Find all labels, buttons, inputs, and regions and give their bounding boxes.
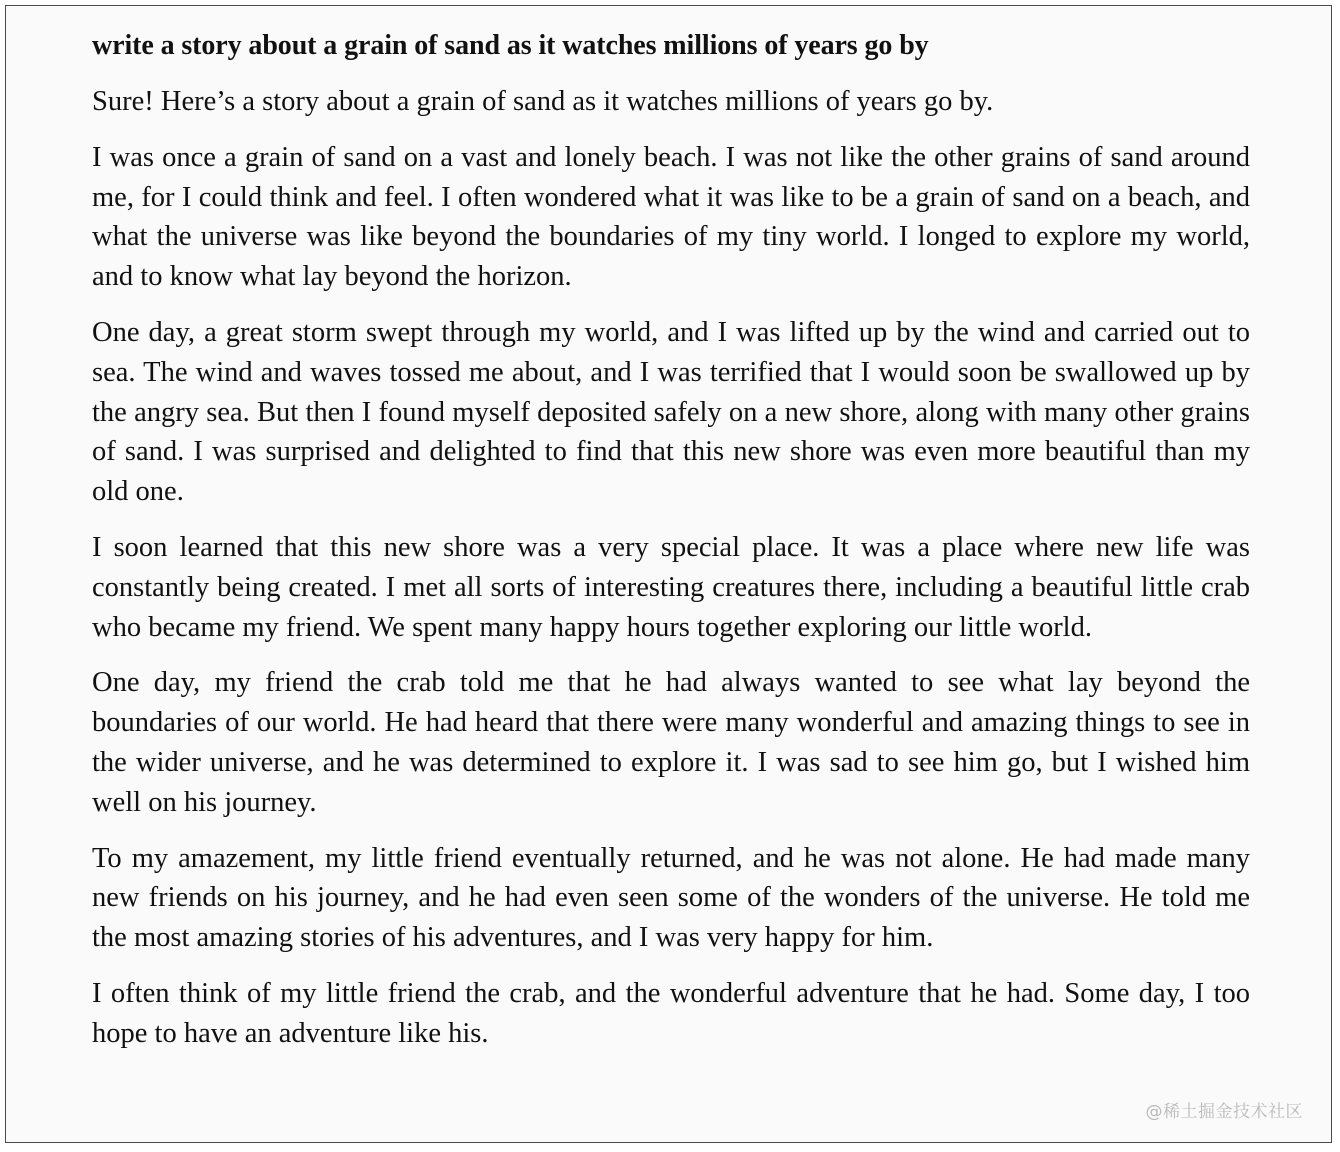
story-paragraph: One day, a great storm swept through my world, and I was lifted up by the wind and carried out to sea. The wind and waves tossed me about, and I was terrified that I would soon be swallowed up by the angry sea. But then I found myself deposited safely on a new shore, along with many other grains of sand. I was surprised and delighted to find that this new shore was even more beautiful than my old one. <box>92 316 1250 508</box>
watermark: @稀土掘金技术社区 <box>1145 1102 1303 1122</box>
story-paragraph: I was once a grain of sand on a vast and lonely beach. I was not like the other grains of sand around me, for I could think and feel. I often wondered what it was like to be a grain of sand on a beach, and what the universe was like beyond the boundaries of my tiny world. I longed to explore my world, and to know what lay beyond the horizon. <box>92 141 1250 293</box>
chat-content <box>92 26 1250 1070</box>
response-intro: Sure! Here’s a story about a grain of sand as it watches millions of years go by. <box>92 86 994 117</box>
story-paragraph: I soon learned that this new shore was a very special place. It was a place where new life was constantly being created. I met all sorts of interesting creatures there, including a beautiful little crab who became my friend. We spent many happy hours together exploring our little world. <box>92 531 1250 643</box>
story-paragraph: One day, my friend the crab told me that he had always wanted to see what lay beyond the boundaries of our world. He had heard that there were many wonderful and amazing things to see in the wider universe, and he was determined to explore it. I was sad to see him go, but I wished him well on his journey. <box>92 667 1250 818</box>
document-frame <box>5 5 1332 1143</box>
story-paragraph: To my amazement, my little friend eventually returned, and he was not alone. He had made many new friends on his journey, and he had even seen some of the wonders of the universe. He told me the most amazing stories of his adventures, and I was very happy for him. <box>92 842 1250 954</box>
story-paragraph: I often think of my little friend the crab, and the wonderful adventure that he had. Some day, I too hope to have an adventure like his. <box>92 977 1250 1049</box>
user-prompt: write a story about a grain of sand as it watches millions of years go by <box>92 30 929 61</box>
